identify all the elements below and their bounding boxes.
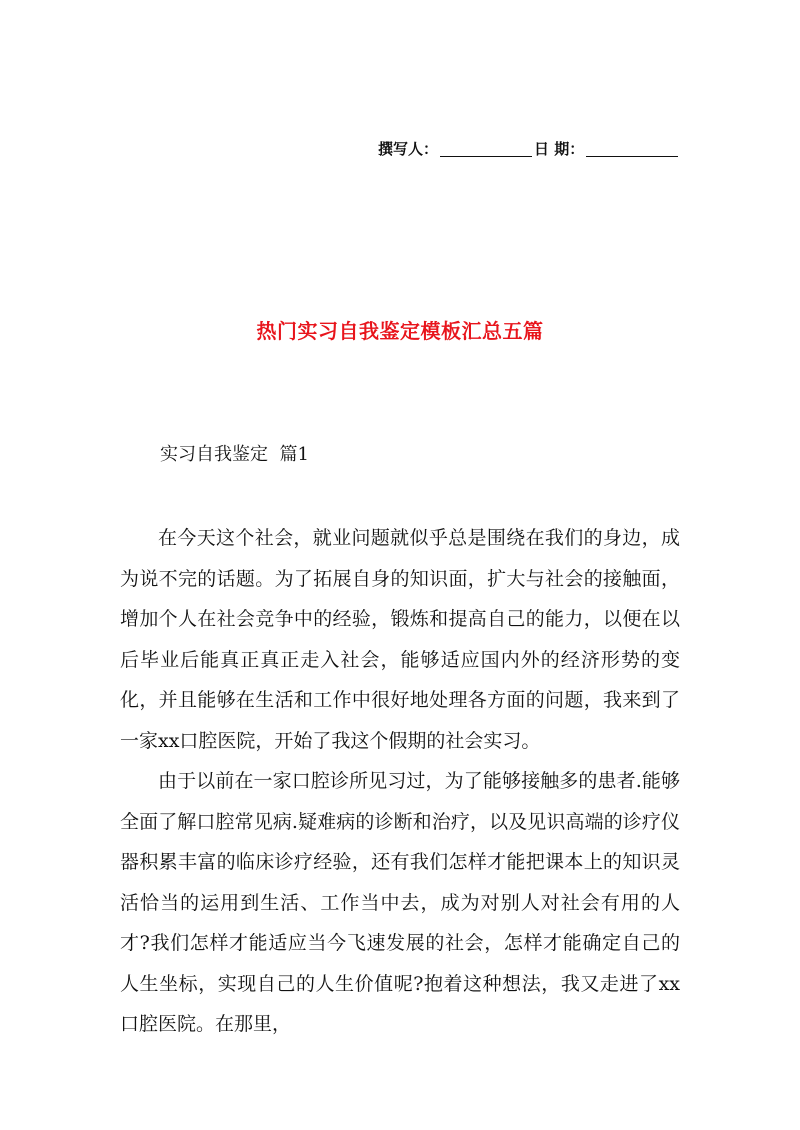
paragraph-2: 由于以前在一家口腔诊所见习过，为了能够接触多的患者.能够全面了解口腔常见病.疑难病的诊断和治疗，以及见识高端的诊疗仪器积累丰富的临床诊疗经验，还有我们怎样才能把课本上的知识灵活恰当的运用到生活、工作当中去，成为对别人对社会有用的人才?我们怎样才能适应当今飞速发展的社会，怎样才能确定自己的人生坐标，实现自己的人生价值呢?抱着这种想法，我又走进了xx口腔医院。在那里， <box>120 770 680 1035</box>
author-label: 撰写人： <box>378 140 439 158</box>
author-date-header <box>378 138 688 159</box>
paragraph-1: 在今天这个社会，就业问题就似乎总是围绕在我们的身边，成为说不完的话题。为了拓展自身的知识面，扩大与社会的接触面，增加个人在社会竞争中的经验，锻炼和提高自己的能力，以便在以后毕业后能真正真正走入社会，能够适应国内外的经济形势的变化，并且能够在生活和工作中很好地处理各方面的问题，我来到了一家xx口腔医院，开始了我这个假期的社会实习。 <box>120 527 680 752</box>
author-blank-line <box>440 142 532 157</box>
date-blank-line <box>586 142 678 157</box>
date-label: 日 期： <box>534 140 585 158</box>
section-heading: 实习自我鉴定 篇1 <box>160 444 309 465</box>
document-title: 热门实习自我鉴定模板汇总五篇 <box>256 319 544 343</box>
document-body <box>120 518 680 1045</box>
